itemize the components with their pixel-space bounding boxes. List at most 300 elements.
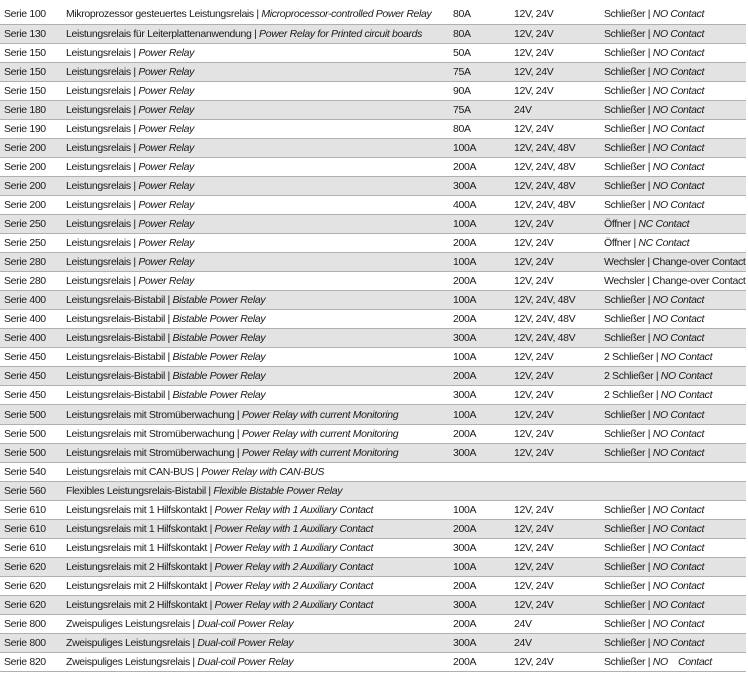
description-cell: Zweispuliges Leistungsrelais | Dual-coil Power Relay: [62, 653, 449, 672]
contact-de: Schließer: [604, 408, 646, 421]
current-cell: 100A: [449, 138, 510, 157]
contact-cell: Schließer | NO Contact: [600, 24, 746, 43]
contact-cell: Schließer | NO Contact: [600, 329, 746, 348]
voltage-cell: 12V, 24V: [510, 272, 600, 291]
contact-en: NO Contact: [652, 637, 705, 650]
description-en: Power Relay with 1 Auxiliary Contact: [214, 522, 374, 535]
description-de: Leistungsrelais mit 1 Hilfskontakt: [66, 541, 207, 554]
contact-en: NO Contact: [652, 84, 705, 97]
description-en: Power Relay with current Monitoring: [241, 446, 399, 459]
voltage-cell: 24V: [510, 634, 600, 653]
contact-en: NO Contact: [652, 313, 705, 326]
description-de: Leistungsrelais mit 1 Hilfskontakt: [66, 503, 207, 516]
contact-de: Schließer: [604, 179, 646, 192]
current-cell: 200A: [449, 424, 510, 443]
description-de: Leistungsrelais-Bistabil: [66, 389, 165, 402]
series-cell: Serie 620: [0, 557, 62, 576]
contact-de: Schließer: [604, 618, 646, 631]
contact-cell: Schließer | NO Contact: [600, 576, 746, 595]
voltage-cell: [510, 481, 600, 500]
voltage-cell: 12V, 24V: [510, 253, 600, 272]
table-row: [0, 195, 746, 214]
table-row: [0, 119, 746, 138]
contact-de: Wechsler: [604, 256, 645, 269]
contact-de: Schließer: [604, 503, 646, 516]
table-row: [0, 367, 746, 386]
description-cell: Leistungsrelais mit Stromüberwachung | Power Relay with current Monitoring: [62, 443, 449, 462]
description-cell: Leistungsrelais-Bistabil | Bistable Power Relay: [62, 310, 449, 329]
current-cell: 200A: [449, 519, 510, 538]
contact-en: NO Contact: [652, 618, 705, 631]
description-en: Microprocessor-controlled Power Relay: [261, 8, 432, 21]
contact-en: NO Contact: [652, 8, 705, 21]
table-row: [0, 500, 746, 519]
description-en: Power Relay: [138, 84, 194, 97]
contact-en: NO Contact: [652, 141, 705, 154]
table-row: [0, 424, 746, 443]
description-cell: Zweispuliges Leistungsrelais | Dual-coil Power Relay: [62, 634, 449, 653]
description-cell: Leistungsrelais | Power Relay: [62, 272, 449, 291]
description-de: Leistungsrelais mit Stromüberwachung: [66, 427, 235, 440]
current-cell: 200A: [449, 653, 510, 672]
description-cell: Zweispuliges Leistungsrelais | Dual-coil Power Relay: [62, 615, 449, 634]
description-cell: Leistungsrelais für Leiterplattenanwendung | Power Relay for Printed circuit boards: [62, 24, 449, 43]
table-row: [0, 386, 746, 405]
description-en: Power Relay with current Monitoring: [241, 427, 399, 440]
description-cell: Leistungsrelais-Bistabil | Bistable Power Relay: [62, 329, 449, 348]
contact-en: NO Contact: [660, 389, 713, 402]
table-row: [0, 329, 746, 348]
voltage-cell: 12V, 24V: [510, 595, 600, 614]
table-row: [0, 481, 746, 500]
description-de: Leistungsrelais für Leiterplattenanwendung: [66, 27, 252, 40]
contact-de: Schließer: [604, 141, 646, 154]
description-cell: Leistungsrelais | Power Relay: [62, 119, 449, 138]
contact-cell: Schließer | NO Contact: [600, 519, 746, 538]
contact-en: NO Contact: [652, 579, 705, 592]
contact-de: Öffner: [604, 218, 631, 231]
contact-en: NO Contact: [652, 46, 705, 59]
description-en: Flexible Bistable Power Relay: [213, 484, 343, 497]
voltage-cell: 12V, 24V: [510, 443, 600, 462]
description-en: Power Relay: [138, 122, 194, 135]
voltage-cell: 12V, 24V: [510, 24, 600, 43]
contact-en: NO Contact: [660, 351, 713, 364]
voltage-cell: [510, 462, 600, 481]
contact-en: NO Contact: [652, 294, 705, 307]
voltage-cell: 12V, 24V: [510, 43, 600, 62]
table-row: [0, 176, 746, 195]
table-row: [0, 615, 746, 634]
table-row: [0, 234, 746, 253]
series-cell: Serie 150: [0, 81, 62, 100]
series-cell: Serie 610: [0, 500, 62, 519]
current-cell: 75A: [449, 100, 510, 119]
description-cell: Leistungsrelais mit 2 Hilfskontakt | Power Relay with 2 Auxiliary Contact: [62, 576, 449, 595]
contact-en: NC Contact: [638, 218, 690, 231]
series-cell: Serie 400: [0, 291, 62, 310]
contact-de: Schließer: [604, 65, 646, 78]
contact-de: Schließer: [604, 427, 646, 440]
current-cell: 200A: [449, 310, 510, 329]
table-row: [0, 634, 746, 653]
description-en: Power Relay: [138, 46, 194, 59]
voltage-cell: 12V, 24V: [510, 557, 600, 576]
table-row: [0, 519, 746, 538]
contact-cell: Schließer | NO Contact: [600, 424, 746, 443]
current-cell: 300A: [449, 386, 510, 405]
description-de: Leistungsrelais: [66, 179, 131, 192]
description-en: Power Relay with CAN-BUS: [201, 465, 325, 478]
contact-de: Schließer: [604, 541, 646, 554]
description-cell: Leistungsrelais mit 1 Hilfskontakt | Power Relay with 1 Auxiliary Contact: [62, 538, 449, 557]
table-row: [0, 557, 746, 576]
series-cell: Serie 250: [0, 234, 62, 253]
series-cell: Serie 250: [0, 215, 62, 234]
series-cell: Serie 800: [0, 615, 62, 634]
description-cell: Leistungsrelais | Power Relay: [62, 253, 449, 272]
current-cell: 200A: [449, 272, 510, 291]
contact-cell: 2 Schließer | NO Contact: [600, 386, 746, 405]
current-cell: 200A: [449, 615, 510, 634]
description-cell: Leistungsrelais mit 1 Hilfskontakt | Power Relay with 1 Auxiliary Contact: [62, 519, 449, 538]
description-de: Leistungsrelais: [66, 141, 131, 154]
table-row: [0, 62, 746, 81]
contact-en: NO Contact: [652, 103, 705, 116]
contact-de: Schließer: [604, 294, 646, 307]
contact-en: NO Contact: [652, 27, 705, 40]
description-en: Bistable Power Relay: [172, 370, 266, 383]
contact-cell: Schließer | NO Contact: [600, 310, 746, 329]
description-cell: Leistungsrelais | Power Relay: [62, 43, 449, 62]
series-cell: Serie 450: [0, 367, 62, 386]
contact-de: Schließer: [604, 198, 646, 211]
contact-cell: Schließer | NO Contact: [600, 653, 746, 672]
description-en: Power Relay: [138, 256, 194, 269]
contact-de: Schließer: [604, 637, 646, 650]
current-cell: 200A: [449, 234, 510, 253]
contact-cell: Öffner | NC Contact: [600, 215, 746, 234]
voltage-cell: 12V, 24V: [510, 215, 600, 234]
contact-cell: Schließer | NO Contact: [600, 62, 746, 81]
description-cell: Leistungsrelais-Bistabil | Bistable Power Relay: [62, 386, 449, 405]
current-cell: 80A: [449, 24, 510, 43]
contact-en: NO Contact: [660, 370, 713, 383]
relay-table-body: [0, 5, 746, 672]
current-cell: 300A: [449, 634, 510, 653]
series-cell: Serie 150: [0, 62, 62, 81]
current-cell: 75A: [449, 62, 510, 81]
description-cell: Leistungsrelais | Power Relay: [62, 62, 449, 81]
series-cell: Serie 610: [0, 538, 62, 557]
current-cell: 50A: [449, 43, 510, 62]
description-en: Power Relay: [138, 141, 194, 154]
voltage-cell: 12V, 24V: [510, 81, 600, 100]
contact-en: NO Contact: [652, 122, 705, 135]
description-cell: Leistungsrelais mit 2 Hilfskontakt | Power Relay with 2 Auxiliary Contact: [62, 595, 449, 614]
description-cell: Mikroprozessor gesteuertes Leistungsrelais | Microprocessor-controlled Power Relay: [62, 5, 449, 24]
table-row: [0, 24, 746, 43]
description-de: Leistungsrelais: [66, 103, 131, 116]
contact-de: Wechsler: [604, 275, 645, 288]
table-row: [0, 405, 746, 424]
table-row: [0, 253, 746, 272]
description-en: Power Relay: [138, 179, 194, 192]
table-row: [0, 272, 746, 291]
table-row: [0, 5, 746, 24]
contact-en: NO Contact: [652, 503, 705, 516]
contact-de: Öffner: [604, 237, 631, 250]
contact-de: Schließer: [604, 27, 646, 40]
table-row: [0, 100, 746, 119]
description-en: Dual-coil Power Relay: [197, 618, 294, 631]
series-cell: Serie 620: [0, 595, 62, 614]
contact-cell: Schließer | NO Contact: [600, 443, 746, 462]
voltage-cell: 12V, 24V: [510, 234, 600, 253]
contact-de: Schließer: [604, 8, 646, 21]
current-cell: 100A: [449, 500, 510, 519]
description-de: Leistungsrelais mit 2 Hilfskontakt: [66, 579, 207, 592]
description-de: Leistungsrelais: [66, 256, 131, 269]
description-de: Leistungsrelais mit 1 Hilfskontakt: [66, 522, 207, 535]
current-cell: 300A: [449, 329, 510, 348]
voltage-cell: 12V, 24V, 48V: [510, 329, 600, 348]
contact-cell: Schließer | NO Contact: [600, 195, 746, 214]
description-cell: Leistungsrelais mit 1 Hilfskontakt | Power Relay with 1 Auxiliary Contact: [62, 500, 449, 519]
description-en: Power Relay with current Monitoring: [241, 408, 399, 421]
table-row: [0, 595, 746, 614]
voltage-cell: 12V, 24V: [510, 500, 600, 519]
description-en: Bistable Power Relay: [172, 389, 266, 402]
voltage-cell: 12V, 24V: [510, 386, 600, 405]
contact-de: Schließer: [604, 122, 646, 135]
description-de: Leistungsrelais mit CAN-BUS: [66, 465, 194, 478]
current-cell: 200A: [449, 367, 510, 386]
current-cell: 200A: [449, 157, 510, 176]
contact-de: Schließer: [604, 560, 646, 573]
contact-cell: Schließer | NO Contact: [600, 538, 746, 557]
description-cell: Leistungsrelais | Power Relay: [62, 215, 449, 234]
contact-de: 2 Schließer: [604, 351, 654, 364]
description-de: Leistungsrelais: [66, 84, 131, 97]
contact-de: Schließer: [604, 598, 646, 611]
contact-cell: Schließer | NO Contact: [600, 615, 746, 634]
voltage-cell: 12V, 24V: [510, 119, 600, 138]
voltage-cell: 12V, 24V: [510, 519, 600, 538]
series-cell: Serie 130: [0, 24, 62, 43]
contact-de: Schließer: [604, 446, 646, 459]
series-cell: Serie 180: [0, 100, 62, 119]
description-cell: Flexibles Leistungsrelais-Bistabil | Flexible Bistable Power Relay: [62, 481, 449, 500]
description-cell: Leistungsrelais mit CAN-BUS | Power Relay with CAN-BUS: [62, 462, 449, 481]
voltage-cell: 12V, 24V: [510, 538, 600, 557]
description-de: Leistungsrelais: [66, 65, 131, 78]
contact-cell: 2 Schließer | NO Contact: [600, 367, 746, 386]
contact-en: NO Contact: [652, 598, 705, 611]
table-row: [0, 462, 746, 481]
voltage-cell: 12V, 24V: [510, 62, 600, 81]
contact-en: NO Contact: [652, 332, 705, 345]
current-cell: 300A: [449, 443, 510, 462]
relay-table: [0, 5, 746, 672]
series-cell: Serie 820: [0, 653, 62, 672]
contact-cell: Schließer | NO Contact: [600, 500, 746, 519]
contact-de: 2 Schließer: [604, 389, 654, 402]
contact-cell: Schließer | NO Contact: [600, 157, 746, 176]
current-cell: 80A: [449, 119, 510, 138]
description-en: Power Relay: [138, 275, 194, 288]
series-cell: Serie 200: [0, 157, 62, 176]
voltage-cell: 12V, 24V, 48V: [510, 195, 600, 214]
current-cell: [449, 481, 510, 500]
table-row: [0, 157, 746, 176]
description-cell: Leistungsrelais | Power Relay: [62, 157, 449, 176]
voltage-cell: 12V, 24V: [510, 405, 600, 424]
series-cell: Serie 560: [0, 481, 62, 500]
table-row: [0, 538, 746, 557]
description-de: Flexibles Leistungsrelais-Bistabil: [66, 484, 206, 497]
contact-cell: Schließer | NO Contact: [600, 634, 746, 653]
current-cell: 100A: [449, 291, 510, 310]
voltage-cell: 24V: [510, 100, 600, 119]
contact-en: NO Contact: [652, 656, 712, 669]
description-de: Leistungsrelais: [66, 237, 131, 250]
description-en: Power Relay with 2 Auxiliary Contact: [214, 598, 374, 611]
voltage-cell: 12V, 24V: [510, 5, 600, 24]
description-de: Leistungsrelais mit Stromüberwachung: [66, 446, 235, 459]
voltage-cell: 12V, 24V, 48V: [510, 291, 600, 310]
description-de: Leistungsrelais: [66, 160, 131, 173]
description-cell: Leistungsrelais | Power Relay: [62, 138, 449, 157]
contact-de: Schließer: [604, 332, 646, 345]
contact-cell: Schließer | NO Contact: [600, 5, 746, 24]
series-cell: Serie 800: [0, 634, 62, 653]
series-cell: Serie 200: [0, 138, 62, 157]
description-en: Dual-coil Power Relay: [197, 637, 294, 650]
contact-de: Schließer: [604, 522, 646, 535]
description-cell: Leistungsrelais-Bistabil | Bistable Power Relay: [62, 291, 449, 310]
voltage-cell: 12V, 24V, 48V: [510, 176, 600, 195]
description-de: Leistungsrelais: [66, 122, 131, 135]
contact-de: 2 Schließer: [604, 370, 654, 383]
current-cell: 100A: [449, 253, 510, 272]
contact-de: Schließer: [604, 46, 646, 59]
current-cell: 400A: [449, 195, 510, 214]
series-cell: Serie 400: [0, 329, 62, 348]
contact-de: Schließer: [604, 579, 646, 592]
current-cell: 300A: [449, 176, 510, 195]
voltage-cell: 12V, 24V: [510, 348, 600, 367]
description-de: Leistungsrelais-Bistabil: [66, 332, 165, 345]
voltage-cell: 12V, 24V, 48V: [510, 138, 600, 157]
contact-de: Schließer: [604, 84, 646, 97]
contact-cell: Schließer | NO Contact: [600, 43, 746, 62]
series-cell: Serie 500: [0, 424, 62, 443]
contact-cell: [600, 481, 746, 500]
table-row: [0, 81, 746, 100]
description-en: Power Relay for Printed circuit boards: [259, 27, 422, 40]
description-en: Power Relay: [138, 198, 194, 211]
series-cell: Serie 190: [0, 119, 62, 138]
series-cell: Serie 450: [0, 348, 62, 367]
contact-cell: Schließer | NO Contact: [600, 557, 746, 576]
table-row: [0, 43, 746, 62]
contact-cell: Schließer | NO Contact: [600, 405, 746, 424]
contact-en: Change-over Contact: [652, 275, 746, 288]
contact-cell: Schließer | NO Contact: [600, 138, 746, 157]
contact-cell: Wechsler | Change-over Contact: [600, 253, 746, 272]
table-row: [0, 576, 746, 595]
voltage-cell: 12V, 24V: [510, 653, 600, 672]
description-en: Power Relay: [138, 218, 194, 231]
series-cell: Serie 540: [0, 462, 62, 481]
contact-de: Schließer: [604, 656, 646, 669]
description-de: Leistungsrelais: [66, 46, 131, 59]
description-de: Mikroprozessor gesteuertes Leistungsrelais: [66, 8, 254, 21]
contact-en: NO Contact: [652, 179, 705, 192]
voltage-cell: 12V, 24V: [510, 424, 600, 443]
contact-en: NO Contact: [652, 560, 705, 573]
voltage-cell: 12V, 24V: [510, 576, 600, 595]
contact-de: Schließer: [604, 313, 646, 326]
current-cell: 100A: [449, 557, 510, 576]
contact-cell: Schließer | NO Contact: [600, 291, 746, 310]
description-cell: Leistungsrelais | Power Relay: [62, 81, 449, 100]
description-en: Power Relay with 2 Auxiliary Contact: [214, 560, 374, 573]
table-row: [0, 291, 746, 310]
description-en: Power Relay: [138, 160, 194, 173]
description-en: Power Relay with 1 Auxiliary Contact: [214, 541, 374, 554]
description-de: Leistungsrelais-Bistabil: [66, 351, 165, 364]
contact-cell: Wechsler | Change-over Contact: [600, 272, 746, 291]
current-cell: 90A: [449, 81, 510, 100]
description-en: Bistable Power Relay: [172, 313, 266, 326]
description-en: Bistable Power Relay: [172, 294, 266, 307]
series-cell: Serie 150: [0, 43, 62, 62]
description-en: Power Relay: [138, 103, 194, 116]
voltage-cell: 12V, 24V: [510, 367, 600, 386]
table-row: [0, 215, 746, 234]
description-de: Zweispuliges Leistungsrelais: [66, 637, 190, 650]
contact-cell: 2 Schließer | NO Contact: [600, 348, 746, 367]
description-de: Leistungsrelais: [66, 218, 131, 231]
contact-cell: Schließer | NO Contact: [600, 176, 746, 195]
description-cell: Leistungsrelais | Power Relay: [62, 176, 449, 195]
table-row: [0, 138, 746, 157]
description-de: Zweispuliges Leistungsrelais: [66, 618, 190, 631]
contact-en: NO Contact: [652, 198, 705, 211]
series-cell: Serie 610: [0, 519, 62, 538]
voltage-cell: 24V: [510, 615, 600, 634]
contact-en: NO Contact: [652, 65, 705, 78]
series-cell: Serie 450: [0, 386, 62, 405]
current-cell: 200A: [449, 576, 510, 595]
current-cell: 300A: [449, 595, 510, 614]
table-row: [0, 443, 746, 462]
contact-cell: [600, 462, 746, 481]
series-cell: Serie 500: [0, 443, 62, 462]
description-de: Leistungsrelais-Bistabil: [66, 294, 165, 307]
description-cell: Leistungsrelais | Power Relay: [62, 234, 449, 253]
current-cell: 100A: [449, 348, 510, 367]
voltage-cell: 12V, 24V, 48V: [510, 157, 600, 176]
description-cell: Leistungsrelais mit Stromüberwachung | Power Relay with current Monitoring: [62, 405, 449, 424]
contact-en: Change-over Contact: [652, 256, 746, 269]
series-cell: Serie 280: [0, 272, 62, 291]
contact-en: NC Contact: [638, 237, 690, 250]
contact-cell: Schließer | NO Contact: [600, 100, 746, 119]
description-de: Leistungsrelais: [66, 275, 131, 288]
